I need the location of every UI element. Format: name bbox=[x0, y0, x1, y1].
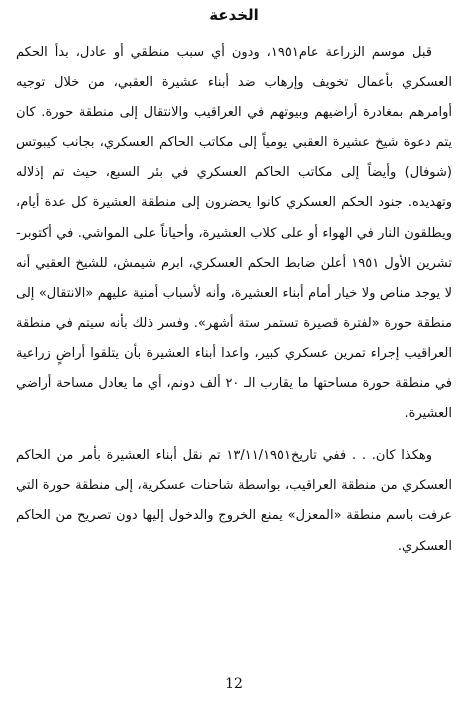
page-number: 12 bbox=[225, 676, 243, 692]
paragraph-2: وهكذا كان. . . ففي تاريخ١٣/١١/١٩٥١ تم نقل أبناء العشيرة بأمر من الحاكم العسكري من منطقة العراقيب، بواسطة شاحنات عسكرية، إلى منطقة حورة التي عرفت باسم منطقة «المعزل» يمنع الخروج والدخول إليها دون تصريح من الحاكم العسكري. bbox=[16, 448, 452, 554]
paragraph-1: قبل موسم الزراعة عام١٩٥١، ودون أي سبب منطقي أو عادل، بدأ الحكم العسكري بأعمال تخويف وإرهاب ضد أبناء عشيرة العقبي، من خلال توجيه أوامرهم بمغادرة أراضيهم وبيوتهم في العراقيب والانتقال إلى منطقة حورة. كان يتم دعوة شيخ عشيرة العقبي يومياً إلى مكاتب الحاكم العسكري، بجانب كيبوتس (شوفال) وأيضاً إلى مكاتب الحاكم العسكري في بئر السبع، حيث تم إذلاله وتهديده. جنود الحكم العسكري كانوا يحضرون إلى منطقة العشيرة كل عدة أيام، ويطلقون النار في الهواء أو على كلاب العشيرة، وأحياناً على المواشي. في أكتوبر-تشرين الأول ١٩٥١ أعلن ضابط الحكم العسكري، ابرم شيمش، للشيخ العقبي أنه لا يوجد مناص ولا خيار أمام أبناء العشيرة، وأنه لأسباب أمنية عليهم «الانتقال» إلى منطقة حورة «لفترة قصيرة تستمر ستة أشهر». وفسر ذلك بأنه سيتم في منطقة العراقيب إجراء تمرين عسكري كبير، واعدا أبناء العشيرة بأن يتلقوا أراضٍ زراعية في منطقة حورة مساحتها ما يقارب الـ ٢٠ ألف دونم، أي ما يعادل مساحة أراضي العشيرة. bbox=[16, 45, 452, 422]
page-title: الخدعة bbox=[209, 6, 259, 24]
body-text bbox=[16, 38, 452, 562]
